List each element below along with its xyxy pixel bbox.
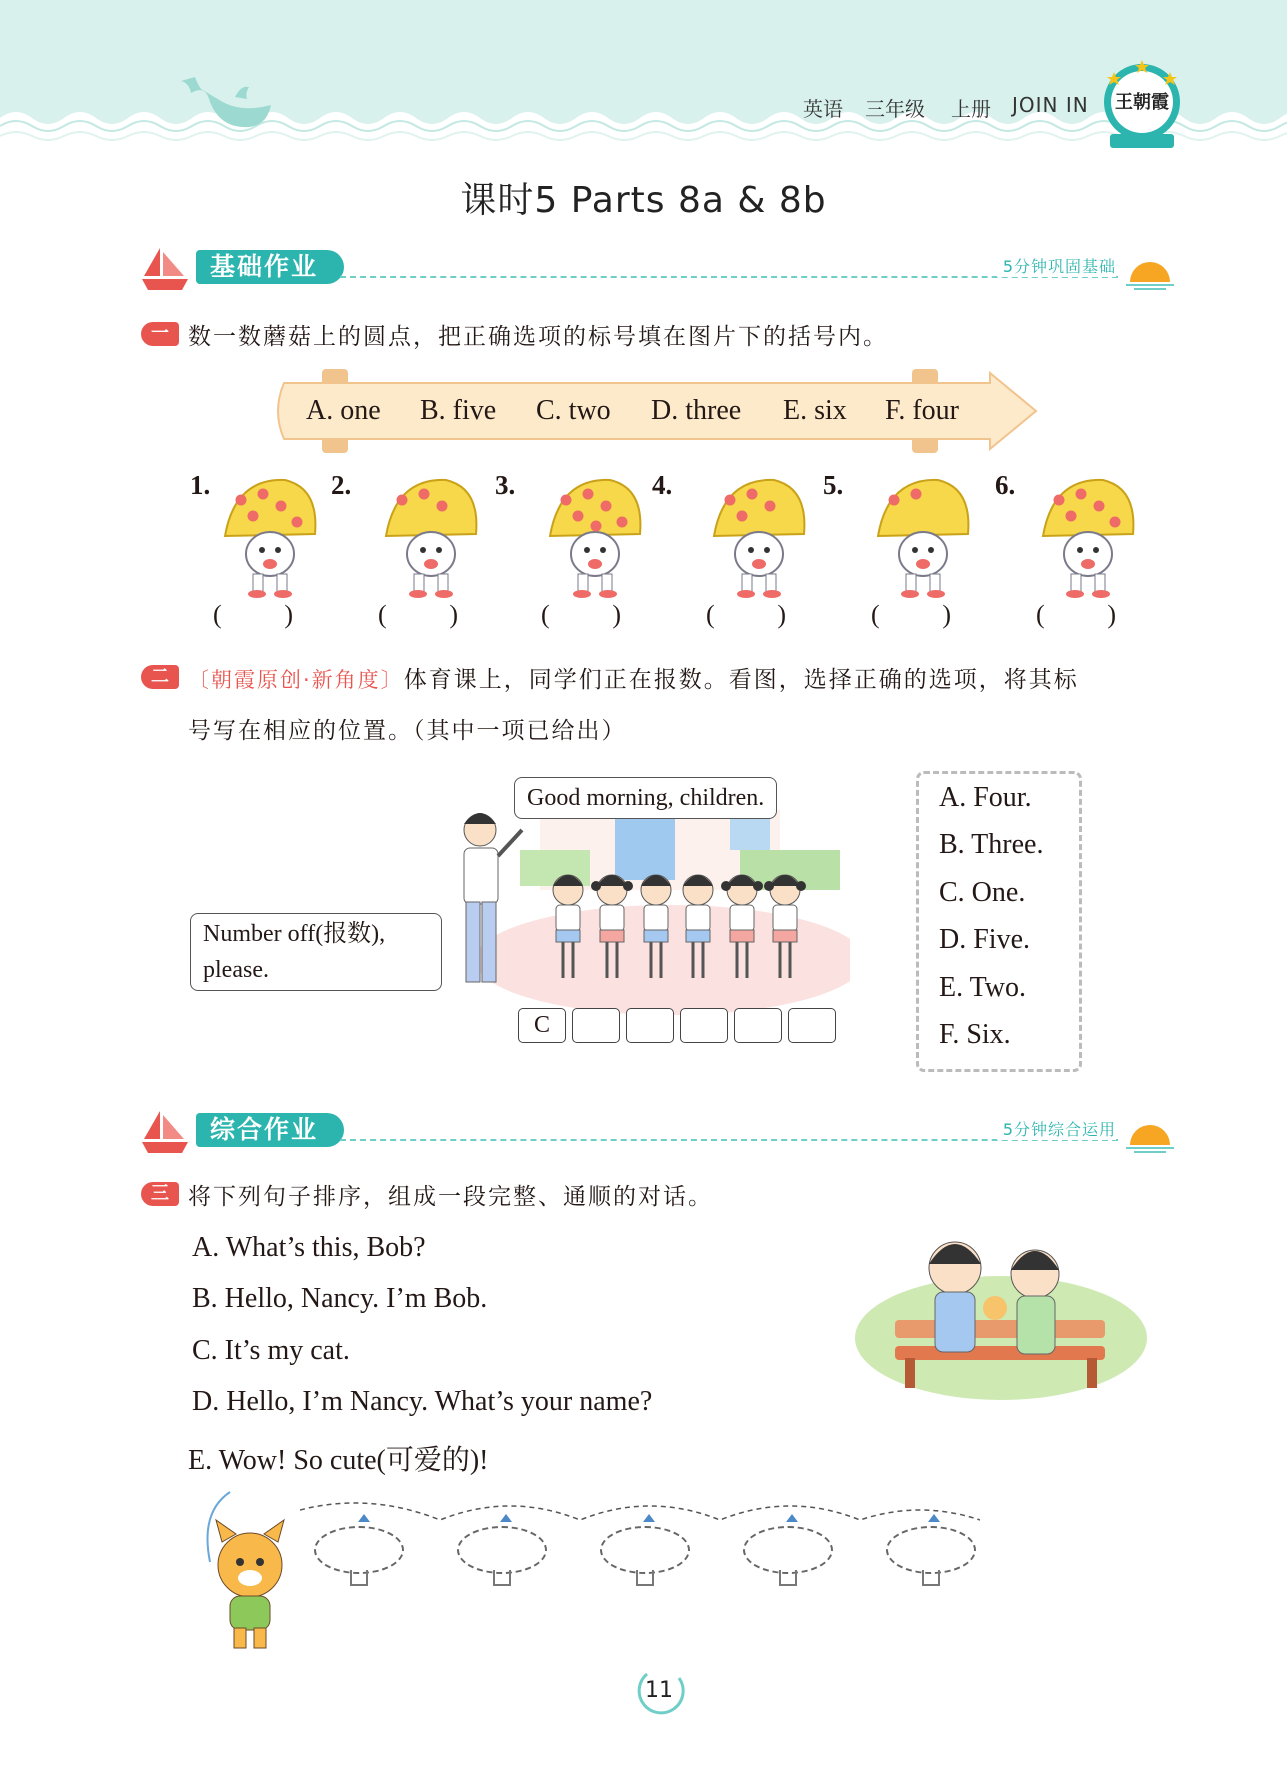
page-number: 11 <box>645 1678 673 1703</box>
mushroom-item-number: 3. <box>495 470 516 500</box>
mushroom-character-icon <box>215 478 325 598</box>
answer-box-5[interactable] <box>734 1008 782 1043</box>
mushroom-dot <box>765 501 776 512</box>
whale-icon <box>175 75 275 135</box>
mushroom-character-icon <box>540 478 650 598</box>
oval-pin-icon <box>779 1570 797 1586</box>
sentence-e: E. Wow! So cute(可爱的)! <box>188 1445 489 1476</box>
mushroom-dot <box>617 517 628 528</box>
mushroom-dot <box>737 511 748 522</box>
mushroom-item-number: 5. <box>823 470 844 500</box>
sunrise-icon <box>1122 254 1178 290</box>
section-banner-comprehensive <box>140 1109 1178 1157</box>
mushroom-dot <box>601 501 612 512</box>
mushroom-dot <box>747 489 758 500</box>
mushroom-dot <box>1054 495 1065 506</box>
pe-class-illustration <box>440 790 850 1015</box>
mushroom-dot <box>1110 517 1121 528</box>
paren-close: ) <box>942 600 951 629</box>
sentence-b: B. Hello, Nancy. I’m Bob. <box>192 1283 488 1314</box>
answer-parentheses[interactable] <box>1036 600 1116 630</box>
mushroom-dot <box>591 521 602 532</box>
mushroom-dot <box>419 489 430 500</box>
sailboat-icon <box>140 246 190 292</box>
paren-close: ) <box>284 600 293 629</box>
mushroom-dot <box>1076 489 1087 500</box>
option-box-a: A. Four. <box>939 782 1032 813</box>
mushroom-dot <box>573 511 584 522</box>
option-a: A. one <box>306 395 381 426</box>
mushroom-dot <box>258 489 269 500</box>
section-note-basic: 5分钟巩固基础 <box>997 254 1116 277</box>
publisher-logo <box>1100 58 1184 154</box>
mushroom-dot <box>276 501 287 512</box>
header-subject: 英语 <box>803 97 843 121</box>
answer-parentheses[interactable] <box>871 600 951 630</box>
answer-box-4[interactable] <box>680 1008 728 1043</box>
oval-pin-icon <box>636 1570 654 1586</box>
option-e: E. six <box>783 395 847 426</box>
command-line-2: please. <box>203 957 269 983</box>
mushroom-dot <box>583 489 594 500</box>
answer-box-3[interactable] <box>626 1008 674 1043</box>
mushroom-character-icon <box>376 478 486 598</box>
question-2-instruction-2: 号写在相应的位置。（其中一项已给出） <box>188 718 627 744</box>
option-box-e: E. Two. <box>939 972 1026 1003</box>
section-label-comprehensive: 综合作业 <box>196 1113 344 1147</box>
mushroom-item-number: 6. <box>995 470 1016 500</box>
section-label-basic: 基础作业 <box>196 250 344 284</box>
mushroom-dot <box>889 495 900 506</box>
option-box-f: F. Six. <box>939 1019 1011 1050</box>
paren-open: ( <box>213 600 222 629</box>
sentence-c: C. It’s my cat. <box>192 1335 350 1366</box>
mushroom-dot <box>437 501 448 512</box>
option-d: D. three <box>651 395 742 426</box>
answer-box-1[interactable]: C <box>518 1008 566 1043</box>
question-number-3: 三 <box>141 1182 179 1206</box>
answer-oval[interactable] <box>457 1526 547 1574</box>
paren-close: ) <box>449 600 458 629</box>
sentence-d: D. Hello, I’m Nancy. What’s your name? <box>192 1386 653 1417</box>
option-box-b: B. Three. <box>939 829 1044 860</box>
header-grade: 三年级 <box>865 97 925 121</box>
mushroom-item-number: 4. <box>652 470 673 500</box>
answer-parentheses[interactable] <box>541 600 621 630</box>
mushroom-item-number: 1. <box>190 470 211 500</box>
mushroom-dot <box>292 517 303 528</box>
question-number-2: 二 <box>141 665 179 689</box>
paren-open: ( <box>541 600 550 629</box>
question-2-line1 <box>188 661 1079 694</box>
paren-close: ) <box>612 600 621 629</box>
teacher-speech-bubble: Good morning, children. <box>514 777 777 819</box>
mushroom-dot <box>248 511 259 522</box>
sunrise-icon <box>1122 1117 1178 1153</box>
answer-oval[interactable] <box>886 1526 976 1574</box>
answer-box-6[interactable] <box>788 1008 836 1043</box>
answer-parentheses[interactable] <box>706 600 786 630</box>
header-volume: 上册 <box>951 97 991 121</box>
answer-parentheses[interactable] <box>378 600 458 630</box>
option-f: F. four <box>885 395 959 426</box>
mushroom-dot <box>1094 501 1105 512</box>
cat-mascot-icon <box>190 1490 310 1660</box>
mushroom-character-icon <box>704 478 814 598</box>
answer-box-2[interactable] <box>572 1008 620 1043</box>
mushroom-dot <box>561 495 572 506</box>
question-1-instruction: 数一数蘑菇上的圆点，把正确选项的标号填在图片下的括号内。 <box>188 324 888 350</box>
paren-open: ( <box>871 600 880 629</box>
answer-oval[interactable] <box>600 1526 690 1574</box>
mushroom-dot <box>397 495 408 506</box>
option-box-d: D. Five. <box>939 924 1030 955</box>
option-box-c: C. One. <box>939 877 1026 908</box>
sailboat-icon <box>140 1109 190 1155</box>
oval-pin-icon <box>922 1570 940 1586</box>
mushroom-character-icon <box>868 478 978 598</box>
paren-open: ( <box>378 600 387 629</box>
option-b: B. five <box>420 395 497 426</box>
question-2-instruction-1: 体育课上，同学们正在报数。看图，选择正确的选项，将其标 <box>403 667 1079 693</box>
command-speech-bubble <box>190 913 442 991</box>
option-c: C. two <box>536 395 611 426</box>
mushroom-item-number: 2. <box>331 470 352 500</box>
sentence-a: A. What’s this, Bob? <box>192 1232 426 1263</box>
oval-pin-icon <box>350 1570 368 1586</box>
paren-open: ( <box>1036 600 1045 629</box>
paren-close: ) <box>777 600 786 629</box>
header-series: JOIN IN <box>1012 93 1089 117</box>
question-2-tag: 〔朝霞原创·新角度〕 <box>188 668 404 692</box>
question-3-instruction: 将下列句子排序，组成一段完整、通顺的对话。 <box>188 1184 713 1210</box>
lesson-title: 课时5 Parts 8a & 8b <box>460 180 827 221</box>
command-line-1: Number off(报数), <box>203 921 386 947</box>
question-number-1: 一 <box>141 322 179 346</box>
paren-close: ) <box>1107 600 1116 629</box>
oval-pin-icon <box>493 1570 511 1586</box>
mushroom-dot <box>725 495 736 506</box>
mushroom-dot <box>1066 511 1077 522</box>
logo-text: 王朝霞 <box>1115 92 1169 113</box>
mushroom-dot <box>236 495 247 506</box>
section-banner-basic <box>140 246 1178 294</box>
mushroom-character-icon <box>1033 478 1143 598</box>
answer-parentheses[interactable] <box>213 600 293 630</box>
kids-on-bench-illustration <box>855 1228 1147 1403</box>
answer-oval[interactable] <box>743 1526 833 1574</box>
options-box <box>916 771 1082 1072</box>
paren-open: ( <box>706 600 715 629</box>
mushroom-dot <box>911 489 922 500</box>
section-note-comprehensive: 5分钟综合运用 <box>997 1117 1116 1140</box>
answer-oval[interactable] <box>314 1526 404 1574</box>
